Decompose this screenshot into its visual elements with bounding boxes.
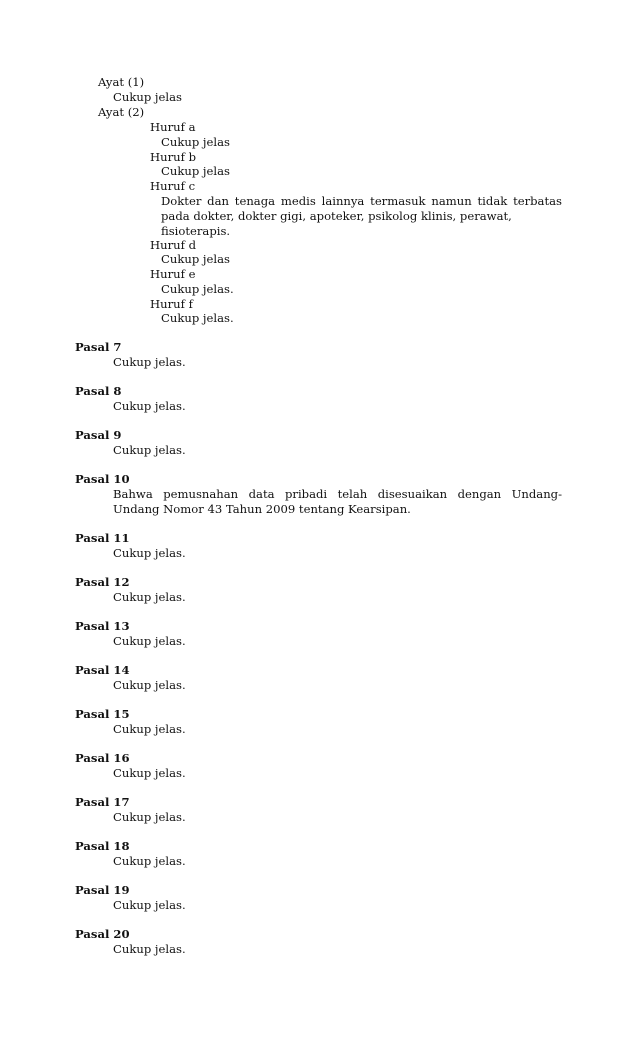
pasal-text: Cukup jelas. bbox=[113, 942, 186, 956]
pasal-text: Cukup jelas. bbox=[113, 590, 186, 604]
pasal-title: Pasal 19 bbox=[75, 883, 130, 897]
pasal-title: Pasal 17 bbox=[75, 795, 130, 809]
ayat-2-label: Ayat (2) bbox=[98, 105, 145, 119]
pasal-title: Pasal 18 bbox=[75, 839, 130, 853]
pasal-title: Pasal 13 bbox=[75, 619, 130, 633]
huruf-f-label: Huruf f bbox=[150, 297, 193, 311]
pasal-text: Cukup jelas. bbox=[113, 546, 186, 560]
pasal-title: Pasal 7 bbox=[75, 340, 122, 354]
pasal-10-line: Bahwa pemusnahan data pribadi telah disesuaikan dengan Undang- bbox=[113, 487, 562, 501]
huruf-f-text: Cukup jelas. bbox=[161, 311, 234, 325]
pasal-text: Cukup jelas. bbox=[113, 898, 186, 912]
pasal-text: Cukup jelas. bbox=[113, 722, 186, 736]
ayat-1-text: Cukup jelas bbox=[113, 90, 182, 104]
pasal-10-line: Undang Nomor 43 Tahun 2009 tentang Kearsipan. bbox=[113, 502, 411, 516]
huruf-d-text: Cukup jelas bbox=[161, 252, 230, 266]
pasal-title: Pasal 9 bbox=[75, 428, 122, 442]
pasal-text: Cukup jelas. bbox=[113, 854, 186, 868]
huruf-b-label: Huruf b bbox=[150, 150, 196, 164]
huruf-a-text: Cukup jelas bbox=[161, 135, 230, 149]
pasal-text: Cukup jelas. bbox=[113, 678, 186, 692]
huruf-c-label: Huruf c bbox=[150, 179, 196, 193]
huruf-e-text: Cukup jelas. bbox=[161, 282, 234, 296]
huruf-e-label: Huruf e bbox=[150, 267, 196, 281]
pasal-text: Cukup jelas. bbox=[113, 443, 186, 457]
huruf-c-line: fisioterapis. bbox=[161, 224, 231, 238]
pasal-text: Cukup jelas. bbox=[113, 355, 186, 369]
pasal-text: Cukup jelas. bbox=[113, 634, 186, 648]
huruf-c-line: pada dokter, dokter gigi, apoteker, psikolog klinis, perawat, bbox=[161, 209, 512, 223]
pasal-title: Pasal 20 bbox=[75, 927, 130, 941]
huruf-c-text bbox=[161, 194, 562, 239]
pasal-10-text bbox=[113, 487, 562, 517]
ayat-1-label: Ayat (1) bbox=[98, 75, 145, 89]
pasal-title: Pasal 15 bbox=[75, 707, 130, 721]
pasal-text: Cukup jelas. bbox=[113, 810, 186, 824]
pasal-title: Pasal 12 bbox=[75, 575, 130, 589]
pasal-title: Pasal 8 bbox=[75, 384, 122, 398]
huruf-b-text: Cukup jelas bbox=[161, 164, 230, 178]
pasal-text: Cukup jelas. bbox=[113, 766, 186, 780]
huruf-d-label: Huruf d bbox=[150, 238, 196, 252]
pasal-title: Pasal 16 bbox=[75, 751, 130, 765]
huruf-a-label: Huruf a bbox=[150, 120, 196, 134]
pasal-title: Pasal 14 bbox=[75, 663, 130, 677]
pasal-title: Pasal 11 bbox=[75, 531, 130, 545]
pasal-title: Pasal 10 bbox=[75, 472, 130, 486]
huruf-c-line: Dokter dan tenaga medis lainnya termasuk namun tidak terbatas bbox=[161, 194, 562, 208]
pasal-text: Cukup jelas. bbox=[113, 399, 186, 413]
